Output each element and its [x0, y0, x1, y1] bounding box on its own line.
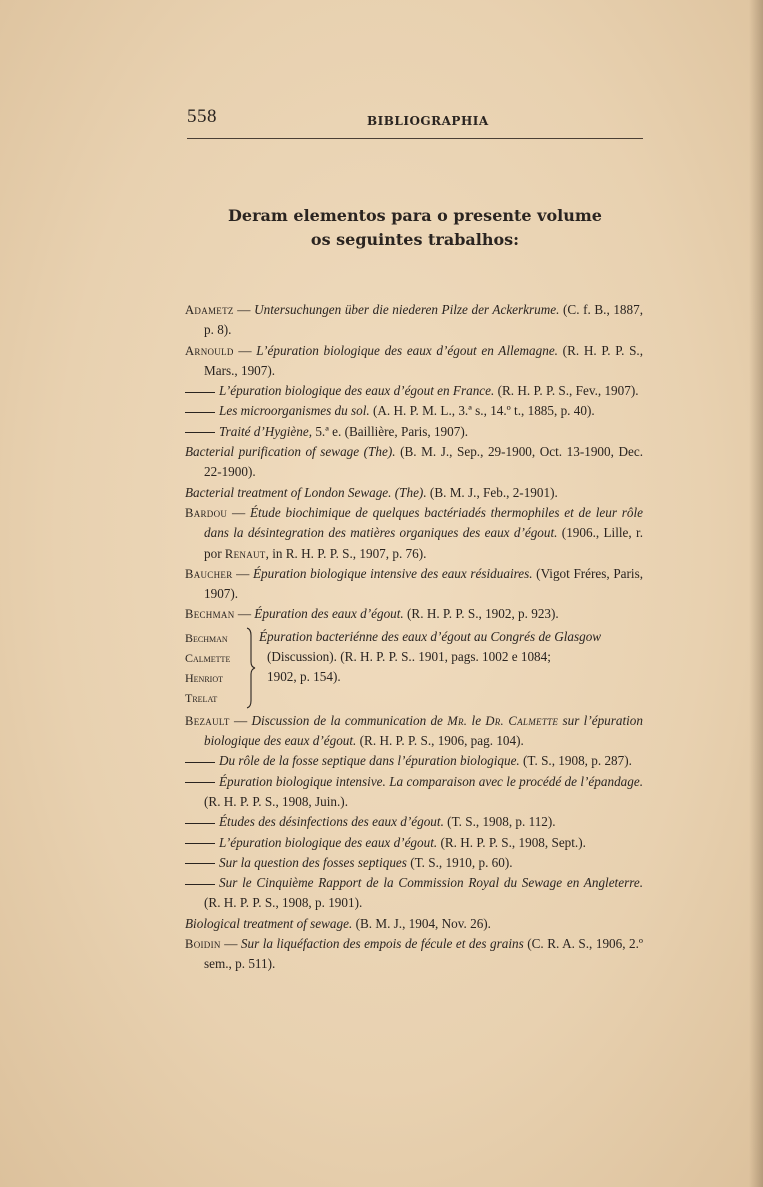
author: Baucher	[185, 566, 233, 581]
separator: —	[234, 606, 255, 622]
bib-entry	[185, 711, 643, 752]
author: Bezault	[185, 713, 230, 728]
title-part: Discussion de la communication de	[251, 712, 448, 728]
bib-entry	[185, 853, 643, 873]
citation: (A. H. P. M. L., 3.ª s., 14.º t., 1885, p. 40).	[369, 403, 595, 419]
citation: (R. H. P. P. S., 1908, p. 1901).	[204, 895, 363, 911]
citation: (T. S., 1908, p. 112).	[443, 814, 556, 830]
title-part: Dr. Calmette	[485, 713, 559, 728]
heading-line-1: Deram elementos para o presente volume	[228, 206, 602, 225]
work-title: L’épuration biologique des eaux d’égout en Allemagne.	[256, 342, 558, 358]
separator: —	[232, 565, 253, 581]
title-part: le	[467, 712, 486, 728]
citation: (B. M. J., 1904, Nov. 26).	[352, 915, 491, 931]
bib-entry	[185, 833, 643, 853]
bib-entry	[185, 483, 643, 503]
ditto-dash	[185, 392, 215, 393]
work-title: Traité d’Hygiène,	[219, 423, 313, 439]
author: Bechman	[185, 607, 235, 622]
author: Bardou	[185, 505, 228, 520]
title-part: sur l’épuration biologique des eaux d’égout.	[204, 712, 643, 749]
ditto-dash	[185, 762, 215, 763]
author: Arnould	[185, 343, 234, 358]
bib-entry	[185, 914, 643, 934]
bib-entry	[185, 422, 643, 442]
citation: (R. H. P. P. S., 1908, Juin.).	[204, 793, 348, 809]
bib-entry	[185, 381, 643, 401]
separator: —	[220, 936, 241, 952]
author-list	[185, 627, 243, 709]
separator: —	[233, 342, 257, 358]
citation: (B. M. J., Feb., 2-1901).	[426, 484, 558, 500]
citation: 5.ª e. (Baillière, Paris, 1907).	[312, 423, 469, 439]
citation: (Vigot Fréres, Paris, 1907).	[204, 565, 644, 602]
citation: (1906., Lille, r. por	[204, 525, 643, 561]
citation-tail: 1902, p. 154).	[267, 669, 341, 685]
reviewer-name: Renaut	[224, 546, 266, 561]
separator: —	[229, 712, 252, 728]
work-title: Épuration biologique intensive des eaux résiduaires.	[252, 565, 533, 581]
bibliography-list	[185, 300, 643, 975]
separator: —	[233, 302, 255, 317]
work-title: Étude biochimique de quelques bactériadés thermophiles et de leur rôle dans la désintegration des matières organiques des eaux d’égout.	[204, 504, 643, 541]
author: Trelat	[185, 690, 218, 705]
citation: (R. H. P. P. S., 1902, p. 923).	[403, 606, 559, 622]
work-title: Sur la liquéfaction des empois de fécule et des grains	[240, 936, 524, 952]
bib-entry	[185, 300, 643, 341]
citation: (R. H. P. P. S., 1906, pag. 104).	[356, 733, 524, 749]
bib-entry-multi-author	[185, 627, 643, 709]
author: Adametz	[185, 303, 234, 317]
title-part: Mr.	[447, 713, 468, 728]
page-header	[187, 104, 643, 139]
ditto-dash	[185, 823, 215, 824]
work-title: Sur la question des fosses septiques	[219, 854, 407, 870]
section-heading	[187, 204, 643, 252]
work-title: L’épuration biologique des eaux d’égout en France.	[219, 383, 495, 399]
curly-brace-icon	[243, 627, 257, 709]
work-title: Biological treatment of sewage.	[185, 915, 353, 931]
work-title: Épuration bacteriénne des eaux d’égout au Congrés de Glasgow	[259, 628, 602, 644]
author: Henriot	[185, 670, 223, 685]
running-title: BIBLIOGRAPHIA	[367, 114, 489, 128]
work-title: Sur le Cinquième Rapport de la Commission Royal du Sewage en Angleterre.	[219, 875, 643, 891]
citation: (R. H. P. P. S., 1908, Sept.).	[437, 834, 586, 850]
bib-entry	[185, 604, 643, 624]
heading-line-2: os seguintes trabalhos:	[310, 230, 520, 249]
bib-entry	[185, 341, 643, 382]
work-title: Épuration biologique intensive. La comparaison avec le procédé de l’épandage.	[219, 773, 643, 789]
author: Boidin	[185, 937, 221, 952]
work-title: Études des désinfections des eaux d’égout.	[219, 814, 444, 830]
citation: (B. M. J., Sep., 29-1900, Oct. 13-1900, Dec. 22-1900).	[204, 444, 643, 480]
separator: —	[227, 504, 250, 520]
citation: (T. S., 1908, p. 287).	[519, 753, 632, 769]
author: Calmette	[185, 650, 231, 665]
work-title: L’épuration biologique des eaux d’égout.	[219, 834, 438, 850]
ditto-dash	[185, 884, 215, 885]
work-title: Bacterial purification of sewage (The).	[185, 444, 396, 460]
bib-entry	[185, 442, 643, 483]
ditto-dash	[185, 412, 215, 413]
work-title: Bacterial treatment of London Sewage. (The).	[185, 484, 427, 500]
bib-entry	[185, 812, 643, 832]
ditto-dash	[185, 432, 215, 433]
ditto-dash	[185, 863, 215, 864]
work-title: Du rôle de la fosse septique dans l’épuration biologique.	[219, 753, 520, 769]
group-entry-text	[257, 627, 643, 709]
ditto-dash	[185, 843, 215, 844]
page-edge-shadow	[749, 0, 763, 1187]
citation: (T. S., 1910, p. 60).	[406, 854, 513, 870]
citation: (R. H. P. P. S., Fev., 1907).	[494, 383, 639, 399]
bib-entry	[185, 772, 643, 813]
author: Bechman	[185, 630, 228, 645]
bib-entry	[185, 751, 643, 771]
page-number: 558	[187, 106, 217, 127]
citation-tail: , in R. H. P. P. S., 1907, p. 76).	[265, 545, 427, 561]
citation: (C. f. B., 1887, p. 8).	[204, 302, 644, 338]
bib-entry	[185, 401, 643, 421]
citation: (R. H. P. P. S., Mars., 1907).	[204, 342, 643, 378]
work-title: Épuration des eaux d’égout.	[254, 606, 404, 622]
work-title: Les microorganismes du sol.	[219, 403, 370, 419]
bib-entry	[185, 564, 643, 605]
citation: (C. R. A. S., 1906, 2.º sem., p. 511).	[204, 936, 644, 972]
bib-entry	[185, 873, 643, 914]
ditto-dash	[185, 782, 215, 783]
bib-entry	[185, 934, 643, 975]
citation: (Discussion). (R. H. P. P. S.. 1901, pags. 1002 e 1084;	[267, 649, 551, 665]
work-title: Untersuchungen über die niederen Pilze der Ackerkrume.	[254, 302, 560, 317]
bib-entry	[185, 503, 643, 564]
